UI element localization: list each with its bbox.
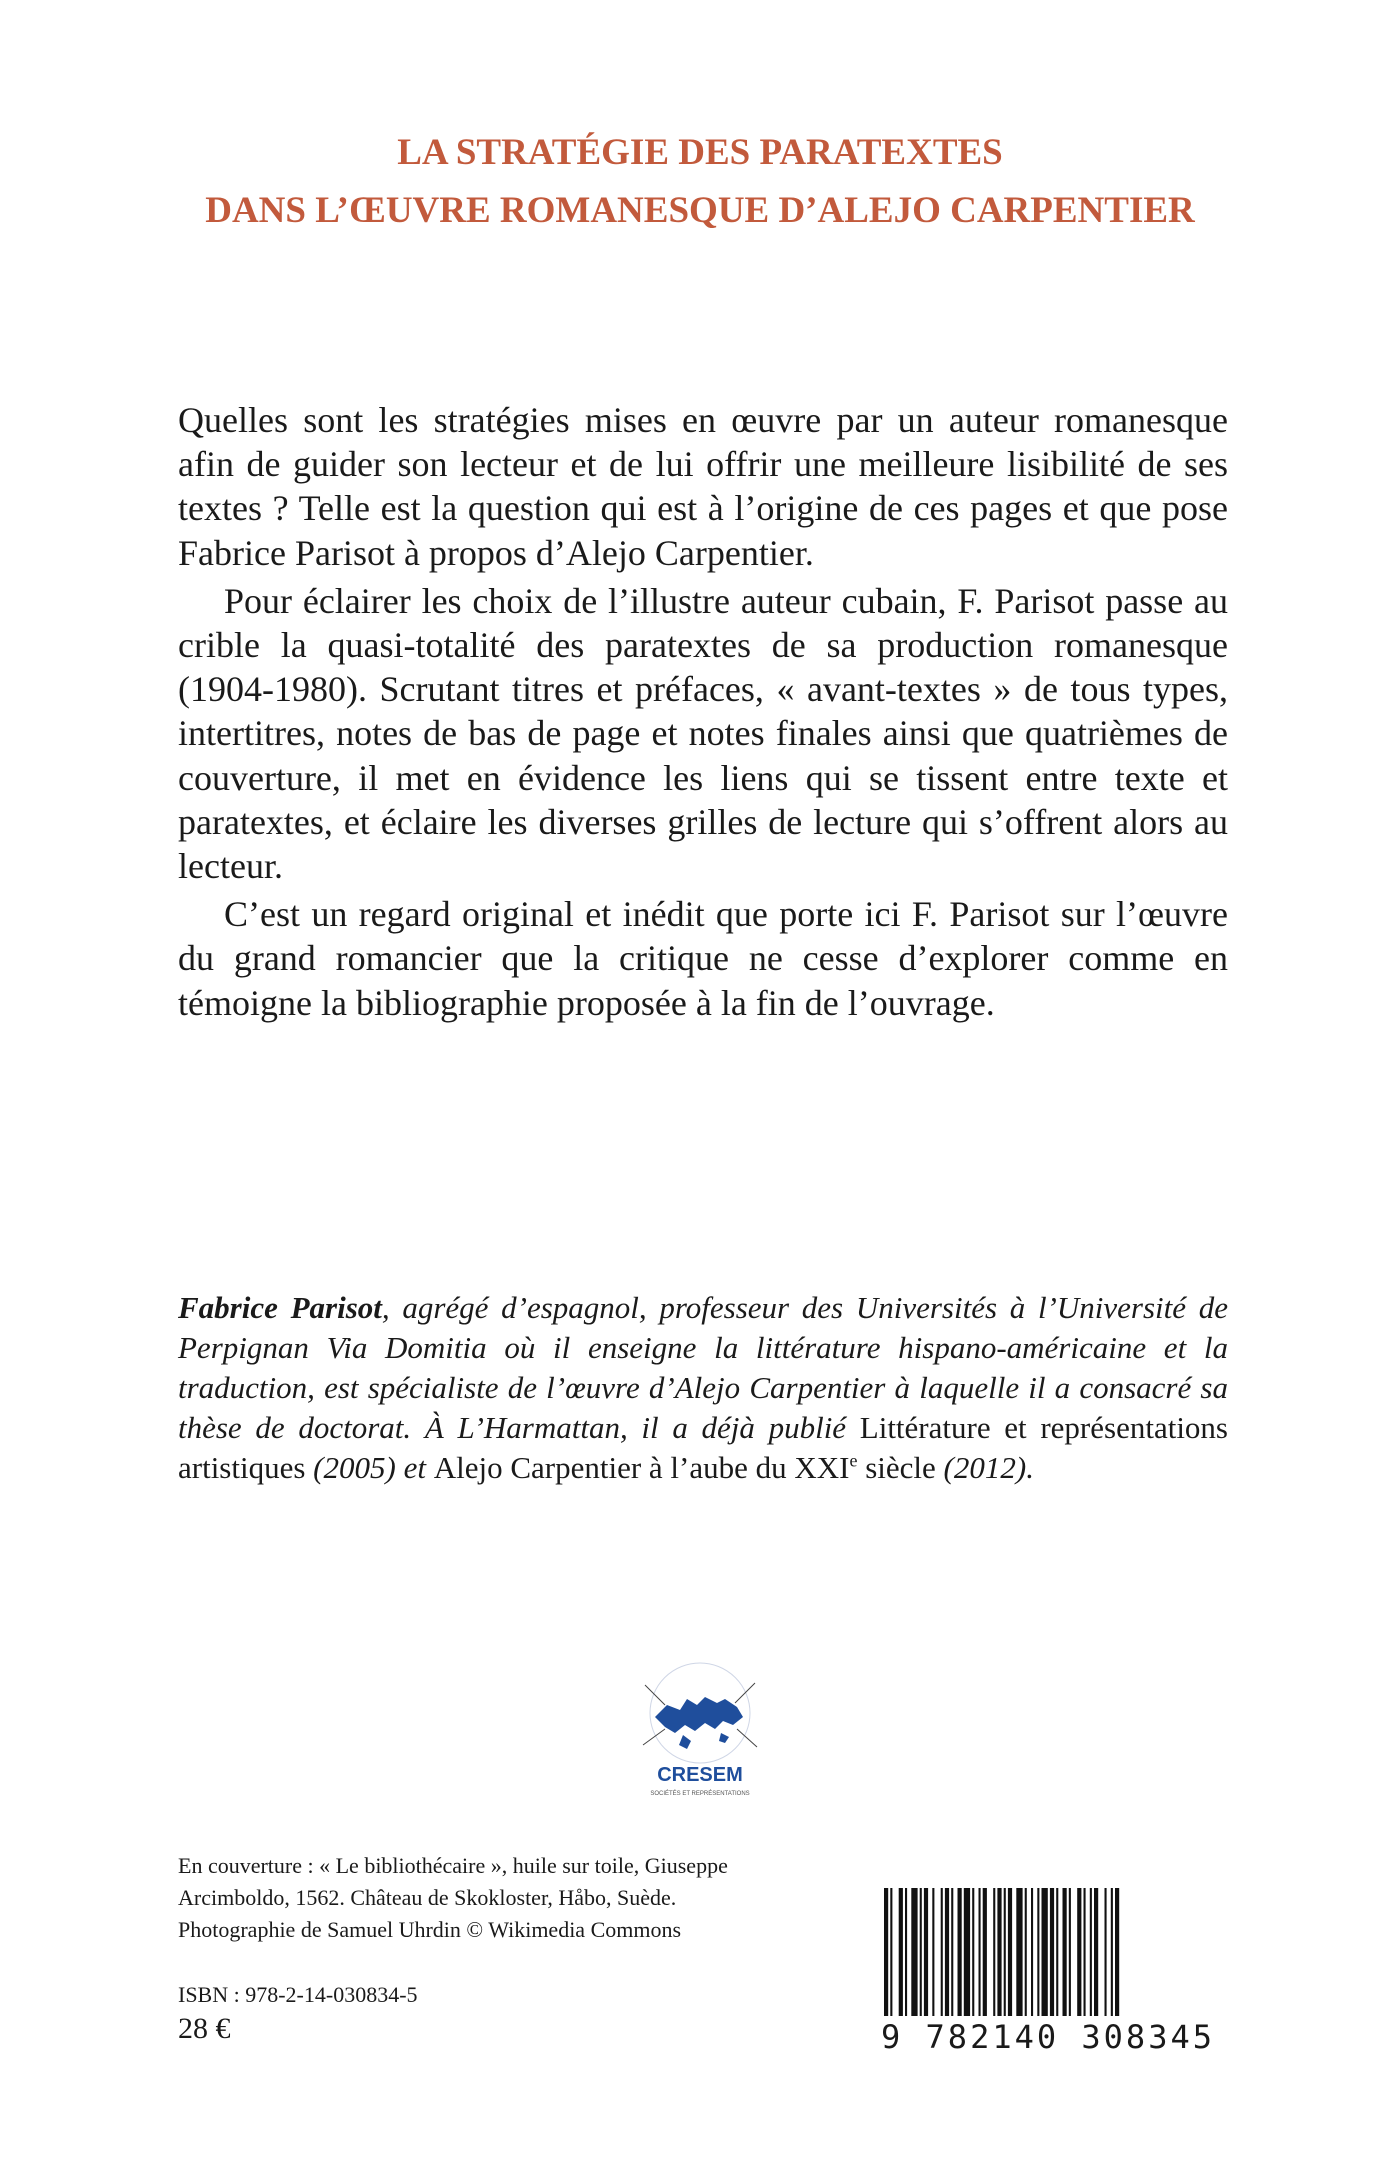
cresem-logo xyxy=(625,1655,775,1815)
isbn: ISBN : 978-2-14-030834-5 xyxy=(178,1982,418,2007)
cresem-logo-subtitle: SOCIÉTÉS ET REPRÉSENTATIONS xyxy=(650,1791,750,1797)
cover-credits-line-2: Arcimboldo, 1562. Château de Skokloster, Håbo, Suède. xyxy=(178,1885,677,1910)
bio-book-2-superscript: e xyxy=(849,1450,858,1471)
barcode-digits: 9 782140 308345 xyxy=(878,2018,1218,2056)
bio-text-1: , agrégé d’espagnol, professeur des Universités à l’Université de Perpignan Via Domitia où il enseigne la littérature hispano-américaine et la traduction, est spécialiste de l’œuvre d’Alejo Carpentier à laquelle il a consacré sa thèse de doctorat. À L’Harmattan, il a déjà publié xyxy=(178,1290,1228,1445)
barcode-bars xyxy=(878,1888,1218,2016)
author-name: Fabrice Parisot xyxy=(178,1290,382,1325)
bio-text-2: (2005) et xyxy=(305,1450,434,1485)
bio-book-2-part-b: siècle xyxy=(857,1450,936,1485)
bio-book-2-part-a: Alejo Carpentier à l’aube du XXI xyxy=(433,1450,850,1485)
book-summary xyxy=(178,398,1228,1029)
author-bio xyxy=(178,1288,1228,1488)
book-title-line-1: LA STRATÉGIE DES PARATEXTES xyxy=(397,132,1003,173)
bio-book-1: Littérature et représentations artistiques xyxy=(178,1410,1228,1485)
book-title-line-2: DANS L’ŒUVRE ROMANESQUE D’ALEJO CARPENTIER xyxy=(205,190,1195,231)
summary-paragraph-1: Quelles sont les stratégies mises en œuvre par un auteur romanesque afin de guider son lecteur et de lui offrir une meilleure lisibilité de ses textes ? Telle est la question qui est à l’origine de ces pages et que pose Fabrice Parisot à propos d’Alejo Carpentier. xyxy=(178,400,1228,573)
cresem-logo-name: CRESEM xyxy=(657,1764,743,1786)
price: 28 € xyxy=(178,2012,231,2045)
bio-text-3: (2012). xyxy=(935,1450,1034,1485)
book-title xyxy=(0,124,1400,240)
summary-paragraph-3: C’est un regard original et inédit que porte ici F. Parisot sur l’œuvre du grand romancier que la critique ne cesse d’explorer comme en témoigne la bibliographie proposée à la fin de l’ouvrage. xyxy=(178,894,1228,1023)
cover-credits-line-1: En couverture : « Le bibliothécaire », huile sur toile, Giuseppe xyxy=(178,1853,728,1878)
cover-credits xyxy=(178,1850,798,1946)
cover-credits-line-3: Photographie de Samuel Uhrdin © Wikimedia Commons xyxy=(178,1917,682,1942)
cresem-logo-map-icon xyxy=(625,1655,775,1815)
summary-paragraph-2: Pour éclairer les choix de l’illustre auteur cubain, F. Parisot passe au crible la quasi-totalité des paratextes de sa production romanesque (1904-1980). Scrutant titres et préfaces, « avant-textes » de tous types, intertitres, notes de bas de page et notes finales ainsi que quatrièmes de couverture, il met en évidence les liens qui se tissent entre texte et paratextes, et éclaire les diverses grilles de lecture qui s’offrent alors au lecteur. xyxy=(178,580,1228,887)
